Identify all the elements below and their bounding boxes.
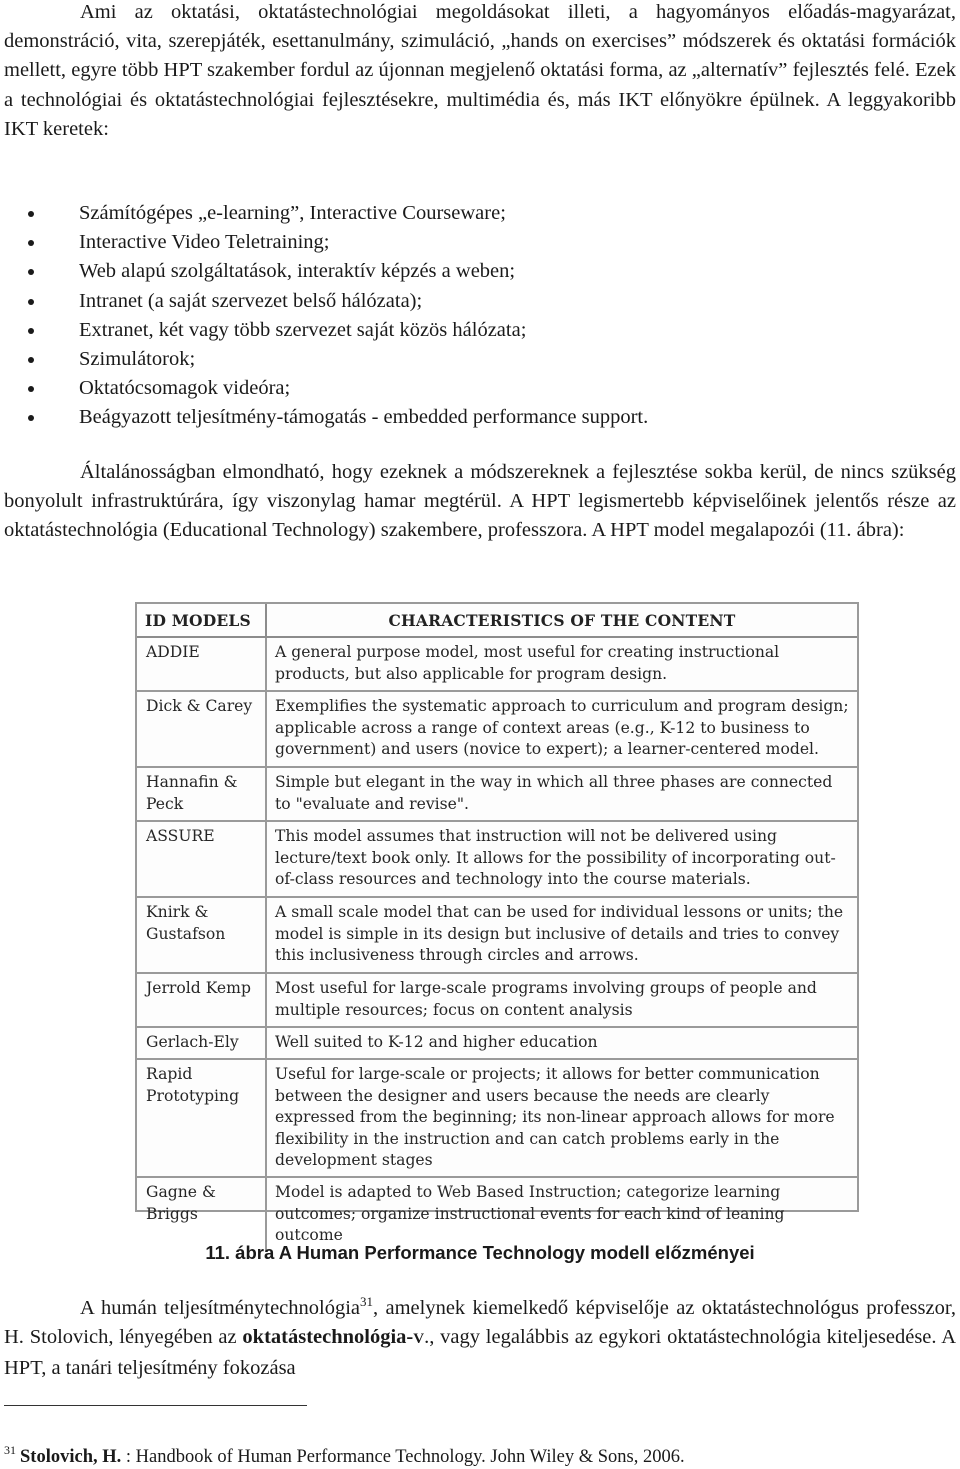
intro-paragraph: Ami az oktatási, oktatástechnológiai megoldásokat illeti, a hagyományos előadás-magyarázat, demonstráció, vita, szerepjáték, esettanulmány, szimuláció, „hands on exercises” módszerek és oktatási formációk mellett, egyre több HPT szakember fordul az újonnan megjelenő oktatási forma, az „alternatív” fejlesztés felé. Ezek a technológiai és oktatástechnológiai fejlesztésekre, multimédia és, más IKT előnyökre épülnek. A leggyakoribb IKT keretek:	[4, 1, 956, 140]
model-description: A general purpose model, most useful for creating instructional products, but also applicable for program design.	[266, 637, 857, 691]
bullet-icon	[28, 415, 34, 421]
footnote-number: 31	[4, 1443, 16, 1457]
model-description: Useful for large-scale or projects; it allows for better communication between the designer and users because the needs are clearly expressed from the beginning; its non-linear approach allows for more flexibility in the instruction and can catch problems early in the development stages	[266, 1059, 857, 1177]
model-description: Simple but elegant in the way in which all three phases are connected to "evaluate and revise".	[266, 767, 857, 821]
list-item: Interactive Video Teletraining;	[4, 228, 956, 257]
table-header-row	[137, 604, 857, 637]
list-item: Oktatócsomagok videóra;	[4, 374, 956, 403]
list-item: Intranet (a saját szervezet belső hálózata);	[4, 287, 956, 316]
characteristics-column-header: CHARACTERISTICS OF THE CONTENT	[266, 604, 857, 637]
models-column-header: ID MODELS	[137, 604, 266, 637]
model-description: Well suited to K-12 and higher education	[266, 1027, 857, 1059]
footnote-reference[interactable]: 31	[360, 1294, 374, 1310]
list-item: Extranet, két vagy több szervezet saját közös hálózata;	[4, 316, 956, 345]
model-name: Dick & Carey	[137, 691, 266, 767]
table-row	[137, 821, 857, 897]
model-description: Model is adapted to Web Based Instruction; categorize learning outcomes; organize instructional events for each kind of leaning outcome	[266, 1177, 857, 1251]
footnote-text: : Handbook of Human Performance Technology. John Wiley & Sons, 2006.	[121, 1447, 685, 1467]
model-name: Rapid Prototyping	[137, 1059, 266, 1177]
model-description: A small scale model that can be used for individual lessons or units; the model is simple in its design but inclusive of details and tries to convey this inclusiveness through circles and arrows.	[266, 897, 857, 973]
bullet-icon	[28, 386, 34, 392]
model-name: Gerlach-Ely	[137, 1027, 266, 1059]
table-row	[137, 897, 857, 973]
list-item: Számítógépes „e-learning”, Interactive Courseware;	[4, 199, 956, 228]
model-name: ASSURE	[137, 821, 266, 897]
list-item: Beágyazott teljesítmény-támogatás - embedded performance support.	[4, 403, 956, 432]
model-name: Jerrold Kemp	[137, 973, 266, 1027]
list-item: Szimulátorok;	[4, 345, 956, 374]
model-name: ADDIE	[137, 637, 266, 691]
table-row	[137, 637, 857, 691]
bullet-icon	[28, 269, 34, 275]
bullet-icon	[28, 328, 34, 334]
model-description: Exemplifies the systematic approach to curriculum and program design; applicable across a range of context areas (e.g., K-12 to business to government) and users (novice to expert); a learner-centered model.	[266, 691, 857, 767]
footnote-author: Stolovich, H.	[20, 1447, 122, 1467]
model-name: Gagne & Briggs	[146, 1182, 216, 1223]
list-item: Web alapú szolgáltatások, interaktív képzés a weben;	[4, 257, 956, 286]
bullet-icon	[28, 299, 34, 305]
table-row	[137, 1027, 857, 1059]
table-row	[137, 1059, 857, 1177]
model-description: This model assumes that instruction will not be delivered using lecture/text book only. It allows for the possibility of incorporating out-of-class resources and technology into the course materials.	[266, 821, 857, 897]
table-row	[137, 973, 857, 1027]
model-name: Hannafin & Peck	[137, 767, 266, 821]
ikt-frameworks-list	[4, 199, 956, 433]
figure-caption: 11. ábra A Human Performance Technology modell előzményei	[205, 1242, 755, 1263]
model-name: Knirk & Gustafson	[137, 897, 266, 973]
model-description: Most useful for large-scale programs involving groups of people and multiple resources; focus on content analysis	[266, 973, 857, 1027]
bullet-icon	[28, 211, 34, 217]
id-models-table	[137, 604, 857, 1251]
table-row	[137, 691, 857, 767]
footnote-separator	[4, 1405, 307, 1406]
table-row	[137, 1177, 857, 1251]
footnote	[4, 1438, 956, 1469]
hpt-paragraph: A humán teljesítménytechnológia$^{31}$, amelynek kiemelkedő képviselője az oktatástechnológus professzor, H. Stolovich, lényegében az oktatástechnológia-V., vagy legalábbis az egykori oktatástechnológia kiteljesedése. A HPT, a tanári teljesítmény fokozása	[4, 1294, 957, 1380]
table-row	[137, 767, 857, 821]
bullet-icon	[28, 240, 34, 246]
summary-paragraph: Általánosságban elmondható, hogy ezeknek a módszereknek a fejlesztése sokba kerül, de nincs szükség bonyolult infrastruktúrára, így viszonylag hamar megtérül. A HPT legismertebb képviselőinek jelentős része az oktatástechnológia (Educational Technology) szakembere, professzora. A HPT model megalapozói (11. ábra):	[4, 461, 956, 542]
bullet-icon	[28, 357, 34, 363]
id-models-figure	[135, 602, 859, 1245]
